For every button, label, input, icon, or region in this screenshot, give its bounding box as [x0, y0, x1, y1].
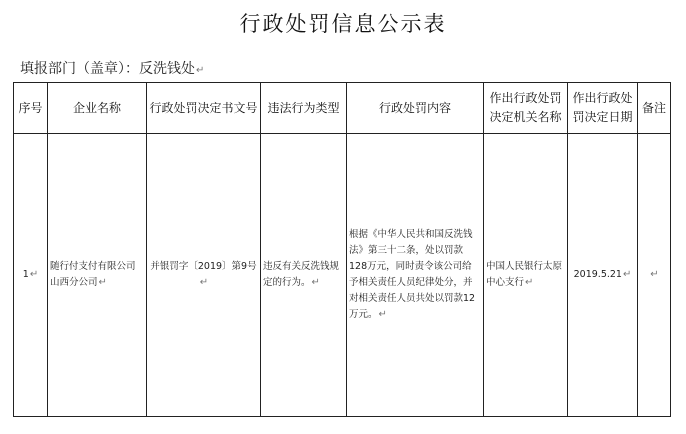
cell-note	[638, 134, 671, 417]
col-header-company: 企业名称	[48, 83, 147, 134]
paragraph-mark-icon: ↵	[199, 277, 209, 288]
cell-date	[568, 134, 638, 417]
filler-label: 填报部门（盖章）：	[20, 61, 139, 77]
col-header-authority: 作出行政处罚决定机关名称	[484, 83, 568, 134]
cell-authority-value: 中国人民银行太原中心支行	[486, 261, 563, 288]
cell-content	[347, 134, 484, 417]
col-header-date: 作出行政处罚决定日期	[568, 83, 638, 134]
table-row	[14, 134, 671, 417]
cell-violation-value: 违反有关反洗钱规定的行为。	[263, 261, 340, 288]
paragraph-mark-icon: ↵	[29, 269, 39, 280]
col-header-content: 行政处罚内容	[347, 83, 484, 134]
filler-value: 反洗钱处	[139, 61, 195, 77]
filler-department	[20, 58, 204, 78]
col-header-note: 备注	[638, 83, 671, 134]
col-header-index: 序号	[14, 83, 48, 134]
cell-violation	[261, 134, 347, 417]
cell-index	[14, 134, 48, 417]
paragraph-mark-icon: ↵	[650, 269, 659, 280]
cell-authority	[484, 134, 568, 417]
cell-doc-number	[147, 134, 261, 417]
page-title: 行政处罚信息公示表	[239, 12, 447, 36]
cell-date-value: 2019.5.21	[573, 269, 622, 280]
cell-company	[48, 134, 147, 417]
col-header-doc-number: 行政处罚决定书文号	[147, 83, 261, 134]
col-header-violation: 违法行为类型	[261, 83, 347, 134]
paragraph-mark-icon: ↵	[378, 309, 387, 320]
paragraph-mark-icon: ↵	[525, 277, 534, 288]
header-row	[14, 83, 671, 134]
paragraph-mark-icon: ↵	[98, 277, 107, 288]
cell-company-value: 随行付支付有限公司山西分公司	[50, 261, 136, 288]
cell-content-value: 根据《中华人民共和国反洗钱法》第三十二条，处以罚款128万元，同时责令该公司给予相关责任人员纪律处分，并对相关责任人员共处以罚款12万元。	[349, 229, 476, 320]
paragraph-mark-icon: ↵	[622, 269, 632, 280]
paragraph-mark-icon: ↵	[196, 65, 205, 76]
penalty-table	[13, 82, 671, 417]
cell-index-value: 1	[22, 269, 29, 280]
paragraph-mark-icon: ↵	[311, 277, 320, 288]
cell-doc-number-value: 并银罚字〔2019〕第9号	[150, 261, 257, 272]
